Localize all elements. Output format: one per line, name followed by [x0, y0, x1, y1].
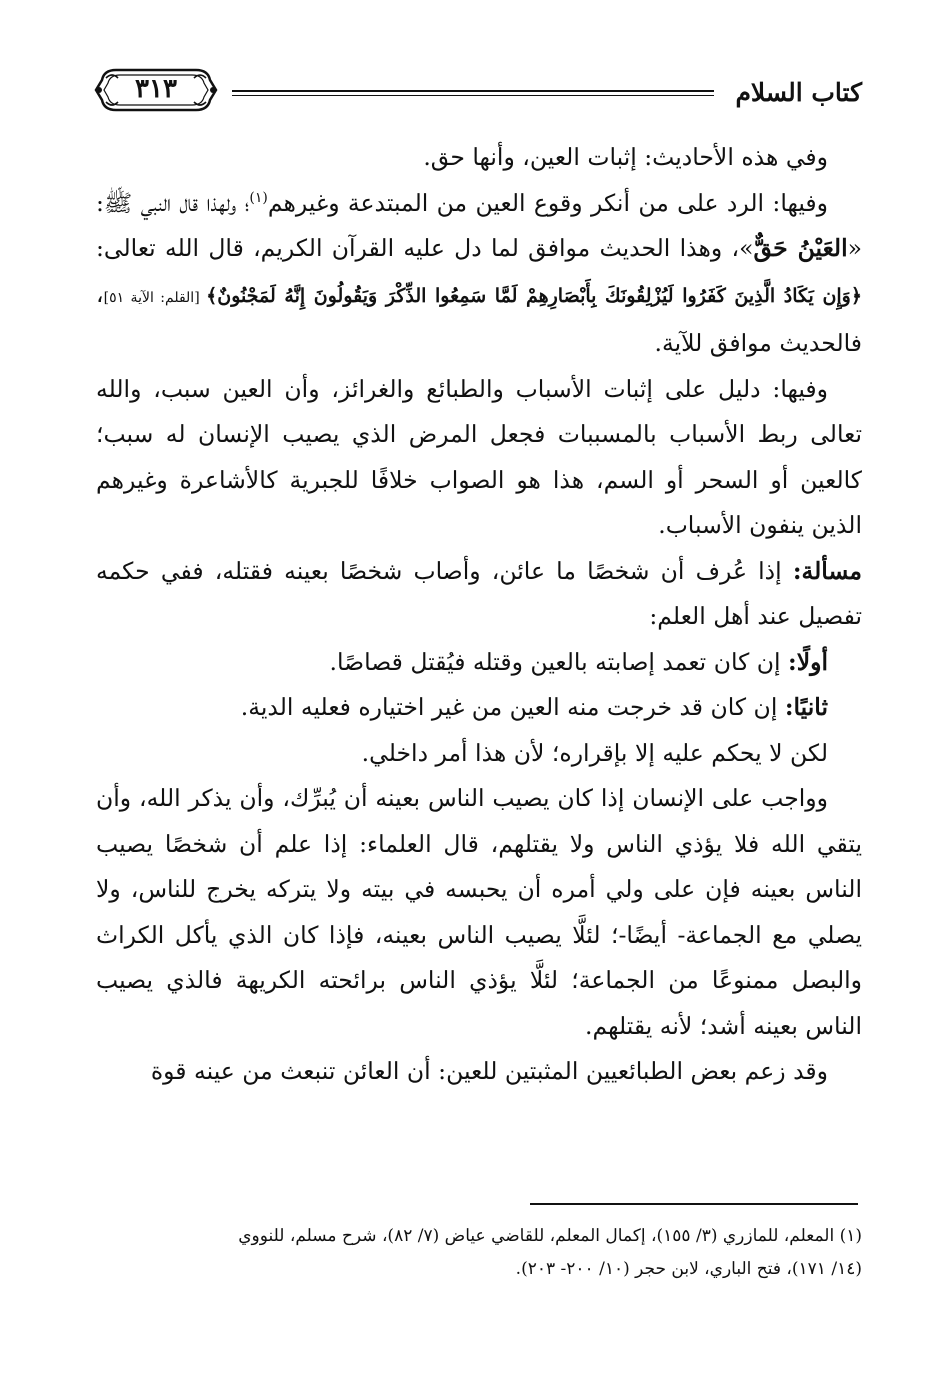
- paragraph-7: لكن لا يحكم عليه إلا بإقراره؛ لأن هذا أمر داخلي.: [361, 738, 828, 767]
- footnote-1-line-1: (١) المعلم، للمازري (٣/ ١٥٥)، إكمال المعلم، للقاضي عياض (٧/ ٨٢)، شرح مسلم، للنووي: [238, 1226, 862, 1246]
- paragraph-8: وواجب على الإنسان إذا كان يصيب الناس بعينه أن يُبرِّك، وأن يذكر الله، وأن يتقي الله فلا يؤذي الناس ولا يقتلهم، قال العلماء: إذا علم أن شخصًا يصيب الناس بعينه فإن على ولي أمره أن يحبسه في بيته ولا يتركه يخرج للناس، ولا يصلي مع الجماعة- أيضًا-؛ لئلَّا يصيب الناس بعينه، فإذا كان الذي يأكل الكراث والبصل ممنوعًا من الجماعة؛ لئلَّا يؤذي الناس برائحته الكريهة فالذي يصيب الناس بعينه أشد؛ لأنه يقتلهم.: [96, 784, 862, 1040]
- footnote-separator: [530, 1203, 858, 1205]
- footnote-1-line-2: (١٤/ ١٧١)، فتح الباري، لابن حجر (١٠/ ٢٠٠- ٢٠٣).: [515, 1259, 862, 1279]
- second-point-text: إن كان قد خرجت منه العين من غير اختياره فعليه الدية.: [240, 693, 785, 721]
- paragraph-3: وفيها: دليل على إثبات الأسباب والطبائع والغرائز، وأن العين سبب، والله تعالى ربط الأسباب بالمسببات فجعل المرض الذي يصيب الإنسان له سبب؛ كالعين أو السحر أو السم، هذا هو الصواب خلافًا للجبرية كالأشاعرة وغيرهم الذين ينفون الأسباب.: [96, 374, 862, 539]
- paragraph-2-text-b: ؛ ولهذا قال النبي ﷺ: «: [96, 188, 862, 262]
- main-text: [96, 135, 862, 1095]
- paragraph-2-text-c: »، وهذا الحديث موافق لما دل عليه القرآن الكريم، قال الله تعالى:: [96, 234, 754, 262]
- footnote-marker: (١): [249, 189, 268, 206]
- book-title: كتاب السلام: [735, 78, 862, 107]
- second-point-label: ثانيًا:: [784, 693, 828, 721]
- paragraph-9: وقد زعم بعض الطبائعيين المثبتين للعين: أن العائن تنبعث من عينه قوة: [150, 1057, 828, 1085]
- verse-reference: [القلم: الآية ٥١]: [103, 289, 207, 306]
- paragraph-4: [96, 549, 862, 640]
- first-point-text: إن كان تعمد إصابته بالعين وقتله فيُقتل قصاصًا.: [329, 647, 789, 676]
- issue-label: مسألة:: [792, 556, 862, 585]
- paragraph-6: [96, 685, 862, 731]
- header-rule-thin: [232, 95, 714, 96]
- page-number-ornament: [92, 64, 220, 116]
- paragraph-2: [96, 181, 862, 367]
- issue-text: إذا عُرف أن شخصًا ما عائن، وأصاب شخصًا بعينه فقتله، ففي حكمه تفصيل عند أهل العلم:: [96, 556, 862, 630]
- page-number: ٣١٣: [135, 74, 177, 104]
- first-point-label: أولًا:: [788, 647, 828, 676]
- paragraph-1: وفي هذه الأحاديث: إثبات العين، وأنها حق.: [423, 143, 828, 171]
- page-header: [92, 58, 862, 128]
- paragraph-2-text-a: وفيها: الرد على من أنكر وقوع العين من المبتدعة وغيرهم: [267, 188, 828, 217]
- paragraph-2-text-d: ، فالحديث موافق للآية.: [96, 279, 862, 357]
- header-rule: [232, 90, 714, 92]
- hadith-quote: العَيْنُ حَقٌّ: [753, 234, 848, 262]
- footnotes: [96, 1220, 862, 1286]
- quran-verse: ﴿وَإِن يَكَادُ الَّذِينَ كَفَرُوا لَيُزْلِقُونَكَ بِأَبْصَارِهِمْ لَمَّا سَمِعُوا الذِّكْرَ وَيَقُولُونَ إِنَّهُ لَمَجْنُونٌ﴾: [206, 284, 862, 307]
- paragraph-5: [96, 640, 862, 686]
